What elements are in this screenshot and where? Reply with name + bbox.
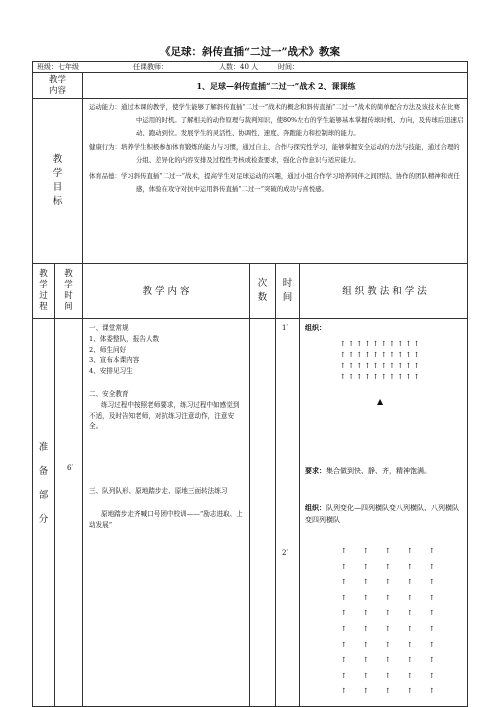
time-field: 时间： xyxy=(278,63,299,71)
requirement: 要求：集合做到快、静、齐，精神饱满。 xyxy=(305,466,431,475)
student-arrow-icon: ↑ xyxy=(340,373,346,381)
prep-duration-cell xyxy=(276,319,300,707)
student-arrow-icon: ↑ xyxy=(364,340,371,348)
student-arrow-icon: ↑ xyxy=(348,340,355,348)
student-arrow-icon: ↑ xyxy=(389,351,395,359)
student-arrow-icon: ↑ xyxy=(405,340,412,348)
duration-1: 1′ xyxy=(282,324,289,332)
preparation-row xyxy=(33,319,467,707)
goal-health: 健康行为：培养学生积极参加体育锻炼的能力与习惯，通过自主、合作与探究性学习，能够掌握安全运动的方法与技能，通过合理的分组、差异化的内容安排及过程性考核或检查要求，强化合作意识与适应能力。 xyxy=(89,142,460,164)
formation2-row xyxy=(341,684,434,700)
teaching-content-row xyxy=(33,73,467,99)
process-header-3: 过 xyxy=(39,291,48,301)
student-arrow-icon: ↑ xyxy=(385,624,391,633)
student-arrow-icon: ↑ xyxy=(348,362,355,370)
student-arrow-icon: ↑ xyxy=(356,351,363,359)
goals-label-4: 标 xyxy=(52,196,63,207)
student-arrow-icon: ↑ xyxy=(363,656,369,665)
student-arrow-icon: ↑ xyxy=(429,547,435,555)
formation1-row xyxy=(340,372,419,383)
student-arrow-icon: ↑ xyxy=(380,362,387,370)
duration-header-cell xyxy=(276,264,300,318)
stage-time: 6′ xyxy=(67,464,74,472)
teacher-triangle-icon: ▲ xyxy=(377,397,384,406)
student-arrow-icon: ↑ xyxy=(341,687,347,696)
count-field: 人数：40 人 xyxy=(219,63,259,71)
student-arrow-icon: ↑ xyxy=(340,351,346,359)
safety-text: 练习过程中按照老师要求，练习过程中如感觉到不适，及时告知老师，对抗练习注意动作，注意安全。 xyxy=(89,400,240,431)
teacher-field: 任课教师： xyxy=(133,63,168,71)
count-header-2: 数 xyxy=(257,292,268,303)
content-text: 1、足球—斜传直插“二过一”战术 2、课课练 xyxy=(196,81,356,91)
time-header-3: 时 xyxy=(64,291,73,301)
formation2-row xyxy=(341,669,434,685)
student-arrow-icon: ↑ xyxy=(397,351,404,359)
student-arrow-icon: ↑ xyxy=(429,671,435,680)
formation2-row xyxy=(341,575,434,591)
student-arrow-icon: ↑ xyxy=(372,340,379,348)
duration-header-2: 间 xyxy=(282,292,293,303)
stage-time-cell xyxy=(55,319,83,707)
count-header-cell xyxy=(250,264,276,318)
formation2-row xyxy=(341,591,434,607)
student-arrow-icon: ↑ xyxy=(385,671,391,680)
student-arrow-icon: ↑ xyxy=(363,593,369,602)
student-arrow-icon: ↑ xyxy=(407,547,413,555)
student-arrow-icon: ↑ xyxy=(385,609,391,618)
student-arrow-icon: ↑ xyxy=(372,373,379,381)
routine-item-4: 4、安排见习生 xyxy=(89,367,133,376)
teaching-goals-row xyxy=(33,99,467,264)
student-arrow-icon: ↑ xyxy=(429,687,435,696)
prep-count-cell xyxy=(250,319,276,707)
student-arrow-icon: ↑ xyxy=(385,656,391,665)
formation2-row xyxy=(341,606,434,622)
routine-item-3: 3、宣布本课内容 xyxy=(89,356,140,365)
student-arrow-icon: ↑ xyxy=(341,609,347,618)
formation1-row xyxy=(340,361,419,372)
duration-2: 2′ xyxy=(282,549,289,557)
class-field: 班级：七年级 xyxy=(37,63,79,71)
process-header-1: 教 xyxy=(39,269,48,279)
student-arrow-icon: ↑ xyxy=(363,671,369,680)
content-header: 教 学 内 容 xyxy=(142,286,190,297)
student-arrow-icon: ↑ xyxy=(341,593,347,602)
time-header-2: 学 xyxy=(64,280,73,290)
org1-label: 组织： xyxy=(305,323,326,332)
stage-label-1: 准 xyxy=(38,442,49,453)
student-arrow-icon: ↑ xyxy=(356,362,363,370)
student-arrow-icon: ↑ xyxy=(397,340,404,348)
student-arrow-icon: ↑ xyxy=(413,362,420,370)
process-header-cell xyxy=(33,264,55,318)
student-arrow-icon: ↑ xyxy=(385,562,391,571)
formation2-row xyxy=(341,544,434,560)
formation-four-rows xyxy=(340,339,419,406)
time-header-cell xyxy=(55,264,83,318)
process-header-4: 程 xyxy=(39,302,48,312)
student-arrow-icon: ↑ xyxy=(385,640,391,649)
count-header-1: 次 xyxy=(257,278,268,289)
student-arrow-icon: ↑ xyxy=(429,593,435,602)
student-arrow-icon: ↑ xyxy=(389,373,395,381)
student-arrow-icon: ↑ xyxy=(429,656,435,665)
student-arrow-icon: ↑ xyxy=(407,578,413,587)
formation2-row xyxy=(341,622,434,638)
drill-title: 三、队列队形、原地踏步走、原地三面转法练习 xyxy=(89,487,228,496)
student-arrow-icon: ↑ xyxy=(385,593,391,602)
student-arrow-icon: ↑ xyxy=(363,687,369,696)
duration-header-1: 时 xyxy=(282,278,293,289)
stage-cell xyxy=(33,319,55,707)
goals-label-1: 教 xyxy=(52,154,63,165)
student-arrow-icon: ↑ xyxy=(380,351,387,359)
formation1-row xyxy=(340,339,419,350)
content-header-cell xyxy=(83,264,250,318)
student-arrow-icon: ↑ xyxy=(397,362,404,370)
student-arrow-icon: ↑ xyxy=(372,362,379,370)
student-arrow-icon: ↑ xyxy=(389,340,395,348)
time-header-1: 教 xyxy=(64,269,73,279)
student-arrow-icon: ↑ xyxy=(348,373,355,381)
student-arrow-icon: ↑ xyxy=(364,362,371,370)
student-arrow-icon: ↑ xyxy=(363,562,369,571)
student-arrow-icon: ↑ xyxy=(372,351,379,359)
stage-label-2: 备 xyxy=(38,466,49,477)
formation2-row xyxy=(341,638,434,654)
routine-title: 一、课堂常规 xyxy=(89,324,129,332)
student-arrow-icon: ↑ xyxy=(429,578,435,587)
process-header-row xyxy=(33,264,467,319)
method-header: 组 织 教 法 和 学 法 xyxy=(342,286,427,297)
student-arrow-icon: ↑ xyxy=(363,640,369,649)
student-arrow-icon: ↑ xyxy=(364,351,371,359)
goal-motor: 运动能力：通过本课的教学，使学生能够了解斜传直插“二过一”战术的概念和斜传直插“二过一”战术的简单配合方法及该技术在比赛中运用的时机。了解相关的动作原理与裁判知识，使80%左右的学生能够基本掌握传球时机、方向，及传球后迅速启动、跑动到位。发展学生的灵活性、协调性、速度、奔跑能力和控制球的能力。 xyxy=(89,103,464,138)
method-header-cell xyxy=(300,264,469,318)
content-label-2: 内容 xyxy=(48,85,66,96)
prep-method-cell xyxy=(300,319,469,707)
document-title: 《足球：斜传直插“二过一”战术》教案 xyxy=(159,46,341,58)
student-arrow-icon: ↑ xyxy=(356,373,363,381)
goals-label-2: 学 xyxy=(52,168,63,179)
safety-title: 二、安全教育 xyxy=(89,389,129,398)
student-arrow-icon: ↑ xyxy=(429,609,435,618)
org2: 组织：队列变化—四列横队变八列横队、八列横队变四列横队 xyxy=(305,503,459,524)
stage-label-3: 部 xyxy=(38,490,49,501)
student-arrow-icon: ↑ xyxy=(407,562,413,571)
content-label-cell xyxy=(33,73,83,98)
goals-label-cell xyxy=(33,99,83,263)
student-arrow-icon: ↑ xyxy=(407,593,413,602)
student-arrow-icon: ↑ xyxy=(385,578,391,587)
student-arrow-icon: ↑ xyxy=(407,656,413,665)
student-arrow-icon: ↑ xyxy=(413,340,420,348)
goals-label-3: 目 xyxy=(52,182,63,193)
student-arrow-icon: ↑ xyxy=(407,609,413,618)
process-header-2: 学 xyxy=(39,280,48,290)
student-arrow-icon: ↑ xyxy=(407,624,413,633)
stage-label-4: 分 xyxy=(38,514,49,525)
student-arrow-icon: ↑ xyxy=(397,373,404,381)
student-arrow-icon: ↑ xyxy=(385,547,391,555)
student-arrow-icon: ↑ xyxy=(340,362,346,370)
student-arrow-icon: ↑ xyxy=(363,578,369,587)
student-arrow-icon: ↑ xyxy=(389,362,395,370)
student-arrow-icon: ↑ xyxy=(405,373,412,381)
student-arrow-icon: ↑ xyxy=(407,640,413,649)
lesson-plan-table xyxy=(32,61,468,707)
student-arrow-icon: ↑ xyxy=(341,624,347,633)
student-arrow-icon: ↑ xyxy=(341,640,347,649)
routine-item-2: 2、师生问好 xyxy=(89,345,127,354)
goal-morality: 体育品德：学习斜传直插“二过一”战术，提高学生对足球运动的兴趣，通过小组合作学习培养同伴之间团结、协作的团队精神和责任感，体验在攻守对抗中运用斜传直插“二过一”突破的成功与喜悦感。 xyxy=(89,172,460,194)
student-arrow-icon: ↑ xyxy=(429,640,435,649)
student-arrow-icon: ↑ xyxy=(341,656,347,665)
info-row xyxy=(33,62,467,73)
student-arrow-icon: ↑ xyxy=(363,547,369,555)
student-arrow-icon: ↑ xyxy=(385,687,391,696)
student-arrow-icon: ↑ xyxy=(429,562,435,571)
student-arrow-icon: ↑ xyxy=(340,340,346,348)
content-label-1: 教学 xyxy=(48,74,66,85)
student-arrow-icon: ↑ xyxy=(356,340,363,348)
prep-content-cell xyxy=(83,319,250,707)
student-arrow-icon: ↑ xyxy=(341,578,347,587)
student-arrow-icon: ↑ xyxy=(413,351,420,359)
student-arrow-icon: ↑ xyxy=(341,547,347,555)
drill-text: 原地踏步走齐喊口号团中校训——“励志进取、上动发展” xyxy=(89,509,243,529)
formation-eight-rows xyxy=(341,544,434,700)
routine-item-1: 1、体委整队，报告人数 xyxy=(89,334,160,343)
student-arrow-icon: ↑ xyxy=(341,671,347,680)
student-arrow-icon: ↑ xyxy=(407,671,413,680)
student-arrow-icon: ↑ xyxy=(405,362,412,370)
formation2-row xyxy=(341,653,434,669)
time-header-4: 间 xyxy=(64,302,73,312)
student-arrow-icon: ↑ xyxy=(341,562,347,571)
student-arrow-icon: ↑ xyxy=(429,624,435,633)
student-arrow-icon: ↑ xyxy=(405,351,412,359)
goals-text-cell xyxy=(83,99,469,263)
student-arrow-icon: ↑ xyxy=(364,373,371,381)
student-arrow-icon: ↑ xyxy=(363,609,369,618)
student-arrow-icon: ↑ xyxy=(413,373,420,381)
student-arrow-icon: ↑ xyxy=(348,351,355,359)
student-arrow-icon: ↑ xyxy=(363,624,369,633)
formation1-row xyxy=(340,350,419,361)
student-arrow-icon: ↑ xyxy=(407,687,413,696)
student-arrow-icon: ↑ xyxy=(380,373,387,381)
student-arrow-icon: ↑ xyxy=(380,340,387,348)
formation2-row xyxy=(341,560,434,576)
content-text-cell xyxy=(83,73,469,98)
